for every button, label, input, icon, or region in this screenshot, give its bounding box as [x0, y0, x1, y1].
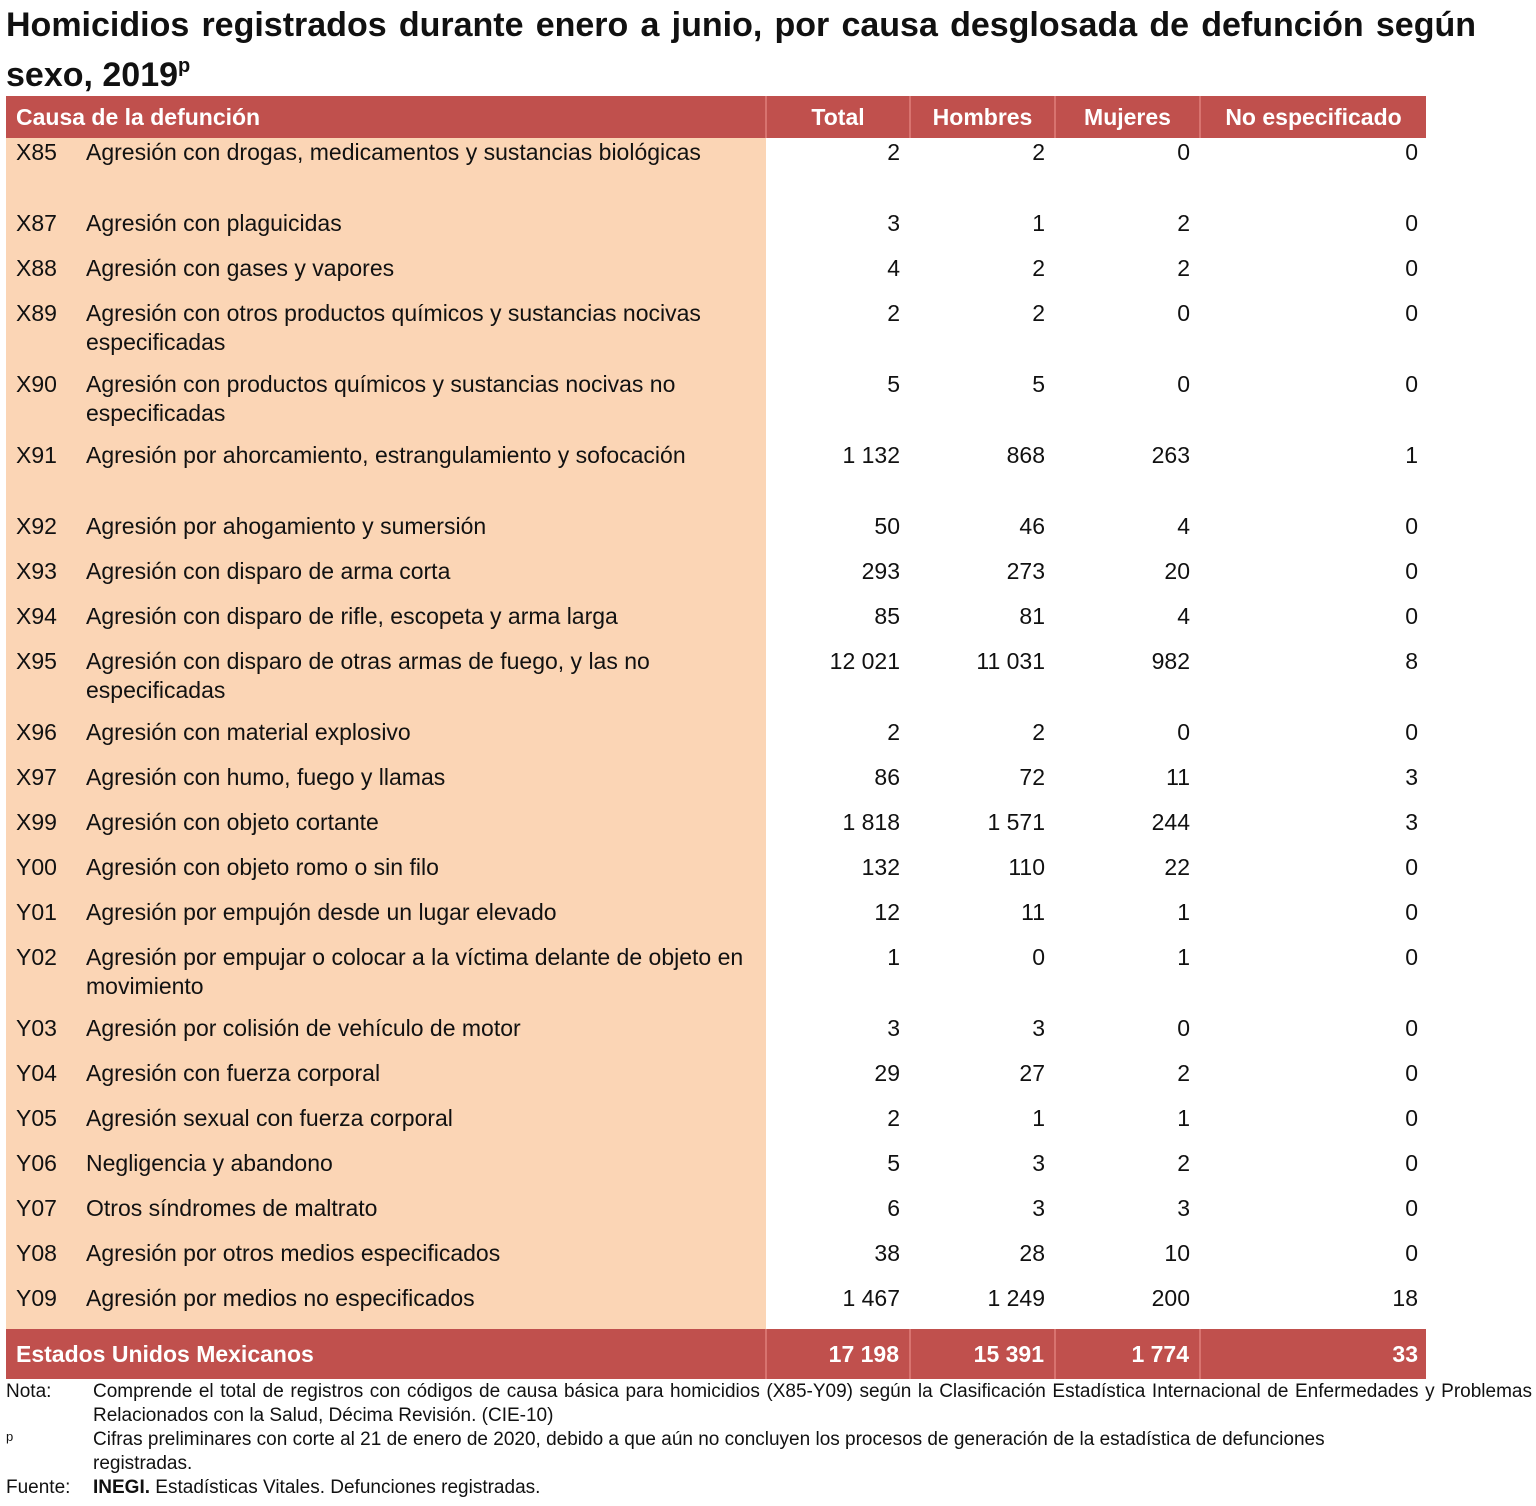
table-row [6, 718, 1426, 763]
value-total: 5 [887, 371, 901, 397]
value-no-especificado: 8 [1405, 648, 1419, 674]
cause-code: X91 [16, 442, 57, 468]
value-total: 12 [874, 899, 901, 925]
value-no-especificado: 3 [1405, 764, 1419, 790]
table-row [6, 441, 1426, 512]
table-row [6, 1284, 1426, 1329]
value-no-especificado: 0 [1405, 1060, 1419, 1086]
column-header-no-especificado: No especificado [1200, 96, 1426, 138]
column-header-mujeres: Mujeres [1055, 96, 1200, 138]
value-hombres: 11 [1021, 899, 1046, 925]
value-total: 5 [887, 1150, 901, 1176]
value-mujeres: 0 [1177, 371, 1191, 397]
page-title [6, 0, 1476, 100]
column-header-hombres: Hombres [910, 96, 1055, 138]
note-preliminary-label: p [6, 1429, 14, 1444]
value-hombres: 2 [1032, 255, 1046, 281]
cause-description: Otros síndromes de maltrato [86, 1195, 378, 1221]
value-hombres: 27 [1019, 1060, 1046, 1086]
table-row [6, 898, 1426, 943]
cause-code: Y07 [16, 1195, 57, 1221]
value-hombres: 2 [1032, 139, 1046, 165]
total-row-total: 17 198 [766, 1329, 910, 1379]
value-no-especificado: 0 [1405, 300, 1419, 326]
cause-code: Y02 [16, 944, 57, 970]
value-total: 2 [887, 1105, 901, 1131]
column-header-cause: Causa de la defunción [6, 96, 766, 138]
cause-description: Agresión con objeto cortante [86, 809, 379, 835]
value-no-especificado: 0 [1405, 719, 1419, 745]
value-total: 29 [874, 1060, 901, 1086]
value-total: 85 [874, 603, 901, 629]
value-no-especificado: 0 [1405, 1150, 1419, 1176]
value-mujeres: 20 [1164, 558, 1191, 584]
value-hombres: 5 [1032, 371, 1046, 397]
value-mujeres: 0 [1177, 300, 1191, 326]
column-header-total: Total [766, 96, 910, 138]
table-row [6, 1239, 1426, 1284]
cause-code: Y04 [16, 1060, 57, 1086]
value-mujeres: 0 [1177, 719, 1191, 745]
value-hombres: 1 249 [987, 1285, 1046, 1311]
value-hombres: 3 [1032, 1015, 1046, 1041]
value-no-especificado: 18 [1392, 1285, 1419, 1311]
value-hombres: 72 [1019, 764, 1046, 790]
value-no-especificado: 0 [1405, 139, 1419, 165]
note-nota-text: Comprende el total de registros con códigos de causa básica para homicidios (X85-Y09) según la Clasificación Estadística Internacional de Enfermedades y Problemas Relacionados con la Salud, Décima Revisión. (CIE-10) [93, 1381, 1532, 1426]
cause-description: Agresión con fuerza corporal [86, 1060, 381, 1086]
total-row-no-especificado: 33 [1200, 1329, 1426, 1379]
value-hombres: 110 [1008, 854, 1046, 880]
table-row [6, 853, 1426, 898]
value-total: 3 [887, 1015, 901, 1041]
table-row [6, 557, 1426, 602]
cause-description: Agresión con drogas, medicamentos y sustancias biológicas [86, 139, 701, 165]
value-total: 2 [887, 300, 901, 326]
note-fuente [6, 1476, 1532, 1500]
cause-description: Agresión con disparo de arma corta [86, 558, 451, 584]
total-row-mujeres: 1 774 [1055, 1329, 1200, 1379]
value-no-especificado: 0 [1405, 899, 1419, 925]
value-mujeres: 263 [1151, 442, 1191, 468]
value-hombres: 2 [1032, 300, 1046, 326]
cause-code: Y01 [16, 899, 57, 925]
cause-description: Agresión con gases y vapores [86, 255, 395, 281]
cause-code: X90 [16, 371, 57, 397]
value-total: 6 [887, 1195, 901, 1221]
cause-code: Y08 [16, 1240, 57, 1266]
value-no-especificado: 0 [1405, 1015, 1419, 1041]
table-row [6, 299, 1426, 370]
value-total: 1 [887, 944, 901, 970]
table-row [6, 138, 1426, 209]
cause-description: Agresión sexual con fuerza corporal [86, 1105, 453, 1131]
table-row [6, 512, 1426, 557]
value-mujeres: 4 [1177, 513, 1191, 539]
cause-code: X93 [16, 558, 57, 584]
value-total: 12 021 [829, 648, 901, 674]
value-no-especificado: 0 [1405, 513, 1419, 539]
value-no-especificado: 0 [1405, 854, 1419, 880]
value-hombres: 3 [1032, 1150, 1046, 1176]
value-no-especificado: 0 [1405, 944, 1419, 970]
value-no-especificado: 0 [1405, 603, 1419, 629]
cause-code: X95 [16, 648, 57, 674]
cause-code: Y03 [16, 1015, 57, 1041]
note-nota [6, 1380, 1532, 1428]
cause-description: Agresión con otros productos químicos y sustancias nocivas especificadas [86, 300, 701, 355]
value-total: 132 [861, 854, 901, 880]
value-mujeres: 2 [1177, 1060, 1191, 1086]
value-hombres: 1 [1032, 1105, 1046, 1131]
title-superscript: p [178, 55, 191, 77]
value-mujeres: 10 [1164, 1240, 1191, 1266]
table-row [6, 209, 1426, 254]
value-mujeres: 244 [1151, 809, 1191, 835]
cause-description: Agresión con humo, fuego y llamas [86, 764, 446, 790]
table-row [6, 808, 1426, 853]
value-total: 1 818 [842, 809, 901, 835]
value-total: 50 [874, 513, 901, 539]
cause-description: Agresión con disparo de rifle, escopeta y arma larga [86, 603, 618, 629]
value-mujeres: 2 [1177, 210, 1191, 236]
table-row [6, 1194, 1426, 1239]
note-nota-label: Nota: [6, 1381, 52, 1402]
value-total: 1 132 [842, 442, 901, 468]
value-hombres: 0 [1032, 944, 1046, 970]
cause-code: Y05 [16, 1105, 57, 1131]
value-total: 38 [874, 1240, 901, 1266]
value-hombres: 273 [1006, 558, 1046, 584]
homicides-table [6, 96, 1426, 1379]
value-mujeres: 982 [1151, 648, 1191, 674]
cause-code: X88 [16, 255, 57, 281]
cause-description: Agresión por empujón desde un lugar elevado [86, 899, 557, 925]
value-hombres: 2 [1032, 719, 1046, 745]
value-no-especificado: 0 [1405, 210, 1419, 236]
value-hombres: 28 [1019, 1240, 1046, 1266]
cause-code: Y09 [16, 1285, 57, 1311]
cause-description: Negligencia y abandono [86, 1150, 333, 1176]
total-row-label: Estados Unidos Mexicanos [6, 1329, 766, 1379]
table-row [6, 254, 1426, 299]
cause-code: X92 [16, 513, 57, 539]
table-row [6, 602, 1426, 647]
value-no-especificado: 0 [1405, 558, 1419, 584]
value-no-especificado: 0 [1405, 371, 1419, 397]
table-row [6, 370, 1426, 441]
cause-description: Agresión con material explosivo [86, 719, 411, 745]
value-total: 2 [887, 719, 901, 745]
table-row [6, 647, 1426, 718]
cause-code: X96 [16, 719, 57, 745]
value-mujeres: 1 [1177, 1105, 1191, 1131]
table-row [6, 1104, 1426, 1149]
table-row [6, 763, 1426, 808]
cause-description: Agresión con productos químicos y sustancias nocivas no especificadas [86, 371, 676, 426]
cause-description: Agresión por otros medios especificados [86, 1240, 501, 1266]
value-hombres: 46 [1019, 513, 1046, 539]
value-total: 3 [887, 210, 901, 236]
table-row [6, 1059, 1426, 1104]
notes-section [6, 1380, 1532, 1500]
value-total: 2 [887, 139, 901, 165]
note-preliminary [6, 1428, 1532, 1476]
cause-description: Agresión por colisión de vehículo de motor [86, 1015, 521, 1041]
cause-description: Agresión por ahogamiento y sumersión [86, 513, 487, 539]
value-mujeres: 0 [1177, 139, 1191, 165]
value-mujeres: 2 [1177, 1150, 1191, 1176]
cause-description: Agresión con plaguicidas [86, 210, 342, 236]
table-header-row [6, 96, 1426, 138]
value-hombres: 3 [1032, 1195, 1046, 1221]
value-mujeres: 1 [1177, 899, 1191, 925]
value-hombres: 11 031 [976, 648, 1046, 674]
value-mujeres: 1 [1177, 944, 1191, 970]
source-organization: INEGI. [93, 1477, 151, 1498]
note-fuente-label: Fuente: [6, 1477, 71, 1498]
cause-description: Agresión por medios no especificados [86, 1285, 475, 1311]
value-mujeres: 4 [1177, 603, 1191, 629]
value-no-especificado: 3 [1405, 809, 1419, 835]
value-no-especificado: 0 [1405, 1195, 1419, 1221]
value-hombres: 868 [1006, 442, 1046, 468]
cause-description: Agresión por empujar o colocar a la víctima delante de objeto en movimiento [86, 944, 744, 999]
cause-code: X99 [16, 809, 57, 835]
value-hombres: 1 [1032, 210, 1046, 236]
cause-code: X87 [16, 210, 57, 236]
value-no-especificado: 0 [1405, 255, 1419, 281]
cause-code: X97 [16, 764, 57, 790]
cause-description: Agresión con disparo de otras armas de fuego, y las no especificadas [86, 648, 650, 703]
value-mujeres: 0 [1177, 1015, 1191, 1041]
cause-code: X89 [16, 300, 57, 326]
note-preliminary-text: Cifras preliminares con corte al 21 de enero de 2020, debido a que aún no concluyen los procesos de generación de la estadística de defunciones registradas. [93, 1429, 1325, 1474]
table-row [6, 943, 1426, 1014]
value-total: 1 467 [842, 1285, 901, 1311]
cause-code: X94 [16, 603, 57, 629]
table-row [6, 1014, 1426, 1059]
table-total-row [6, 1329, 1426, 1379]
data-table-wrapper [6, 96, 1426, 1379]
cause-code: X85 [16, 139, 57, 165]
value-mujeres: 22 [1164, 854, 1191, 880]
value-mujeres: 200 [1151, 1285, 1191, 1311]
value-mujeres: 2 [1177, 255, 1191, 281]
cause-code: Y00 [16, 854, 57, 880]
value-mujeres: 11 [1166, 764, 1191, 790]
cause-code: Y06 [16, 1150, 57, 1176]
value-total: 86 [874, 764, 901, 790]
table-body [6, 138, 1426, 1329]
note-fuente-text [93, 1476, 1393, 1500]
title-text: Homicidios registrados durante enero a junio, por causa desglosada de defunción según sexo, 2019 [6, 6, 1476, 94]
source-description: Estadísticas Vitales. Defunciones registradas. [150, 1477, 541, 1498]
value-total: 4 [887, 255, 901, 281]
value-no-especificado: 1 [1405, 442, 1419, 468]
total-row-hombres: 15 391 [910, 1329, 1055, 1379]
value-no-especificado: 0 [1405, 1240, 1419, 1266]
cause-description: Agresión con objeto romo o sin filo [86, 854, 439, 880]
table-row [6, 1149, 1426, 1194]
value-total: 293 [861, 558, 901, 584]
value-hombres: 1 571 [987, 809, 1046, 835]
value-mujeres: 3 [1177, 1195, 1191, 1221]
value-no-especificado: 0 [1405, 1105, 1419, 1131]
value-hombres: 81 [1019, 603, 1046, 629]
cause-description: Agresión por ahorcamiento, estrangulamiento y sofocación [86, 442, 686, 468]
